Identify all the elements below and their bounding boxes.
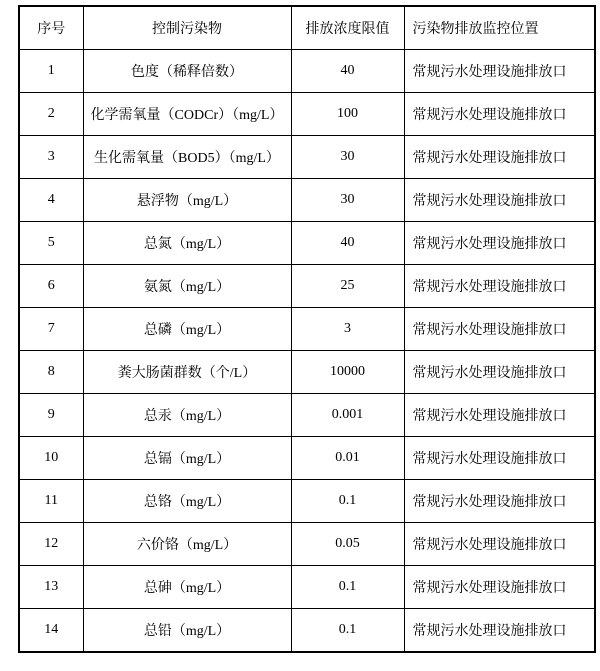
table-row xyxy=(19,179,595,222)
cell-monitoring-location: 常规污水处理设施排放口 xyxy=(404,566,595,609)
cell-serial-number: 2 xyxy=(19,93,83,136)
cell-pollutant-name: 悬浮物（mg/L） xyxy=(83,179,291,222)
cell-serial-number: 11 xyxy=(19,480,83,523)
cell-pollutant-name: 色度（稀释倍数） xyxy=(83,50,291,93)
cell-limit-value: 30 xyxy=(291,136,404,179)
cell-serial-number: 3 xyxy=(19,136,83,179)
cell-monitoring-location: 常规污水处理设施排放口 xyxy=(404,308,595,351)
cell-pollutant-name: 氨氮（mg/L） xyxy=(83,265,291,308)
cell-pollutant-name: 总磷（mg/L） xyxy=(83,308,291,351)
table-row xyxy=(19,394,595,437)
cell-serial-number: 10 xyxy=(19,437,83,480)
cell-monitoring-location: 常规污水处理设施排放口 xyxy=(404,480,595,523)
cell-monitoring-location: 常规污水处理设施排放口 xyxy=(404,93,595,136)
table-row xyxy=(19,308,595,351)
cell-pollutant-name: 化学需氧量（CODCr）（mg/L） xyxy=(83,93,291,136)
cell-serial-number: 5 xyxy=(19,222,83,265)
cell-pollutant-name: 总铅（mg/L） xyxy=(83,609,291,653)
cell-pollutant-name: 总砷（mg/L） xyxy=(83,566,291,609)
table-row xyxy=(19,136,595,179)
cell-monitoring-location: 常规污水处理设施排放口 xyxy=(404,179,595,222)
cell-monitoring-location: 常规污水处理设施排放口 xyxy=(404,523,595,566)
cell-pollutant-name: 生化需氧量（BOD5）（mg/L） xyxy=(83,136,291,179)
cell-monitoring-location: 常规污水处理设施排放口 xyxy=(404,222,595,265)
cell-pollutant-name: 总汞（mg/L） xyxy=(83,394,291,437)
cell-serial-number: 1 xyxy=(19,50,83,93)
table-row xyxy=(19,222,595,265)
table-row xyxy=(19,93,595,136)
cell-limit-value: 40 xyxy=(291,50,404,93)
table-row xyxy=(19,523,595,566)
cell-monitoring-location: 常规污水处理设施排放口 xyxy=(404,394,595,437)
table-row xyxy=(19,480,595,523)
table-body xyxy=(19,50,595,653)
cell-serial-number: 14 xyxy=(19,609,83,653)
table-row xyxy=(19,351,595,394)
cell-limit-value: 25 xyxy=(291,265,404,308)
cell-monitoring-location: 常规污水处理设施排放口 xyxy=(404,437,595,480)
cell-monitoring-location: 常规污水处理设施排放口 xyxy=(404,136,595,179)
table-row xyxy=(19,50,595,93)
table-row xyxy=(19,566,595,609)
header-monitoring-location: 污染物排放监控位置 xyxy=(404,6,595,50)
cell-pollutant-name: 六价铬（mg/L） xyxy=(83,523,291,566)
cell-limit-value: 0.001 xyxy=(291,394,404,437)
cell-limit-value: 10000 xyxy=(291,351,404,394)
cell-pollutant-name: 粪大肠菌群数（个/L） xyxy=(83,351,291,394)
cell-monitoring-location: 常规污水处理设施排放口 xyxy=(404,609,595,653)
table-row xyxy=(19,437,595,480)
cell-pollutant-name: 总铬（mg/L） xyxy=(83,480,291,523)
cell-limit-value: 0.1 xyxy=(291,609,404,653)
pollutant-discharge-limits-table xyxy=(18,5,596,653)
cell-monitoring-location: 常规污水处理设施排放口 xyxy=(404,265,595,308)
cell-monitoring-location: 常规污水处理设施排放口 xyxy=(404,50,595,93)
cell-pollutant-name: 总镉（mg/L） xyxy=(83,437,291,480)
cell-serial-number: 9 xyxy=(19,394,83,437)
cell-pollutant-name: 总氮（mg/L） xyxy=(83,222,291,265)
cell-limit-value: 40 xyxy=(291,222,404,265)
cell-serial-number: 8 xyxy=(19,351,83,394)
cell-limit-value: 3 xyxy=(291,308,404,351)
header-row xyxy=(19,6,595,50)
cell-serial-number: 13 xyxy=(19,566,83,609)
cell-monitoring-location: 常规污水处理设施排放口 xyxy=(404,351,595,394)
cell-limit-value: 0.05 xyxy=(291,523,404,566)
table-row xyxy=(19,265,595,308)
document-table-container xyxy=(18,5,596,653)
cell-limit-value: 0.01 xyxy=(291,437,404,480)
cell-limit-value: 30 xyxy=(291,179,404,222)
cell-serial-number: 7 xyxy=(19,308,83,351)
header-controlled-pollutant: 控制污染物 xyxy=(83,6,291,50)
cell-serial-number: 6 xyxy=(19,265,83,308)
table-row xyxy=(19,609,595,653)
cell-limit-value: 100 xyxy=(291,93,404,136)
header-discharge-limit: 排放浓度限值 xyxy=(291,6,404,50)
header-serial-number: 序号 xyxy=(19,6,83,50)
cell-serial-number: 4 xyxy=(19,179,83,222)
cell-serial-number: 12 xyxy=(19,523,83,566)
cell-limit-value: 0.1 xyxy=(291,566,404,609)
cell-limit-value: 0.1 xyxy=(291,480,404,523)
